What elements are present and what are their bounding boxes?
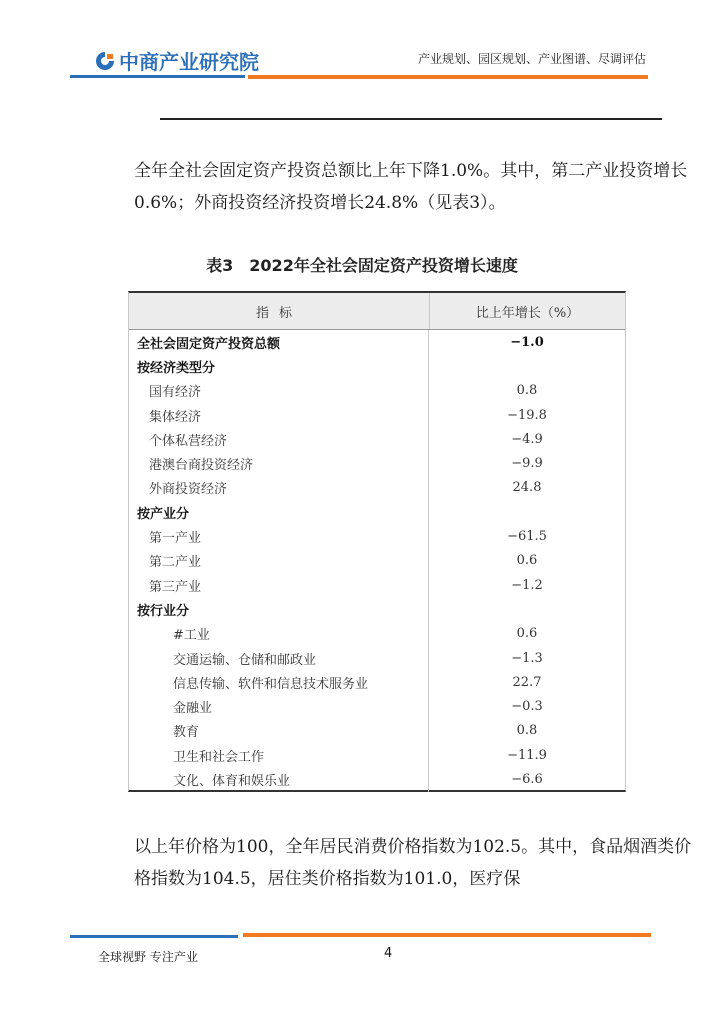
company-logo	[95, 46, 259, 75]
table-row	[129, 549, 625, 573]
row-growth-value: −4.9	[511, 431, 543, 447]
row-growth-value: −9.9	[511, 456, 543, 472]
row-indicator: 卫生和社会工作	[129, 743, 429, 767]
row-indicator: 个体私营经济	[129, 427, 429, 451]
row-indicator: 第三产业	[129, 573, 429, 597]
row-growth-value: 0.6	[516, 553, 538, 569]
paragraph-investment: 全年全社会固定资产投资总额比上年下降1.0%。其中，第二产业投资增长0.6%；外商投资经济投资增长24.8%（见表3）。	[134, 161, 688, 213]
table-row	[129, 646, 625, 670]
row-growth-value: 24.8	[512, 480, 542, 496]
header-growth: 比上年增长（%）	[475, 305, 580, 321]
footer-slogan: 全球视野 专注产业	[98, 950, 198, 964]
header-tagline: 产业规划、园区规划、产业图谱、尽调评估	[417, 52, 646, 66]
row-growth-value: −11.9	[507, 747, 547, 763]
row-growth-value: −1.0	[510, 334, 544, 350]
table-row	[129, 767, 625, 791]
logo-text: 中商产业研究院	[119, 50, 259, 74]
row-growth-value: 0.8	[516, 383, 538, 399]
table-row	[129, 573, 625, 597]
table-row	[129, 354, 625, 378]
top-rule	[160, 118, 662, 120]
row-indicator: 金融业	[129, 694, 429, 718]
row-growth-value: −6.6	[511, 771, 543, 787]
row-growth-value: −1.2	[511, 577, 543, 593]
footer-divider-blue	[70, 935, 238, 938]
page-number: 4	[384, 946, 393, 961]
row-indicator: 第二产业	[129, 549, 429, 573]
row-indicator: 文化、体育和娱乐业	[129, 767, 429, 791]
table-row	[129, 622, 625, 646]
table-row	[129, 476, 625, 500]
row-indicator: 国有经济	[129, 379, 429, 403]
row-indicator: 全社会固定资产投资总额	[129, 330, 429, 354]
row-growth-value: 0.8	[516, 723, 538, 739]
row-indicator: 信息传输、软件和信息技术服务业	[129, 670, 429, 694]
logo-mark-icon	[95, 51, 115, 71]
row-growth-value: 22.7	[512, 674, 542, 690]
table-title: 表3 2022年全社会固定资产投资增长速度	[206, 256, 518, 275]
row-indicator: #工业	[129, 622, 429, 646]
header-divider-blue	[70, 75, 245, 78]
table-row	[129, 379, 625, 403]
row-indicator: 集体经济	[129, 403, 429, 427]
row-indicator: 按经济类型分	[129, 354, 429, 378]
table-row	[129, 330, 625, 354]
table-row	[129, 427, 625, 451]
row-growth-value: −61.5	[507, 529, 547, 545]
row-indicator: 外商投资经济	[129, 476, 429, 500]
row-growth-value: 0.6	[516, 626, 538, 642]
table-row	[129, 670, 625, 694]
row-indicator: 教育	[129, 719, 429, 743]
table-row	[129, 500, 625, 524]
row-indicator: 港澳台商投资经济	[129, 451, 429, 475]
table-row	[129, 694, 625, 718]
table-row	[129, 451, 625, 475]
investment-growth-table	[128, 291, 626, 792]
row-indicator: 按产业分	[129, 500, 429, 524]
table-row	[129, 524, 625, 548]
table-row	[129, 597, 625, 621]
paragraph-cpi: 以上年价格为100，全年居民消费价格指数为102.5。其中，食品烟酒类价格指数为104.5，居住类价格指数为101.0，医疗保	[134, 837, 692, 889]
row-growth-value: −0.3	[511, 699, 543, 715]
table-header-row	[129, 293, 625, 330]
row-growth-value: −19.8	[507, 407, 547, 423]
header-divider-orange	[248, 75, 648, 79]
row-growth-value: −1.3	[511, 650, 543, 666]
table-row	[129, 719, 625, 743]
table-row	[129, 743, 625, 767]
footer-divider-orange	[243, 933, 651, 937]
row-indicator: 交通运输、仓储和邮政业	[129, 646, 429, 670]
table-row	[129, 403, 625, 427]
row-indicator: 按行业分	[129, 597, 429, 621]
table-body	[129, 330, 625, 792]
header-indicator: 指标	[129, 293, 430, 329]
row-indicator: 第一产业	[129, 524, 429, 548]
